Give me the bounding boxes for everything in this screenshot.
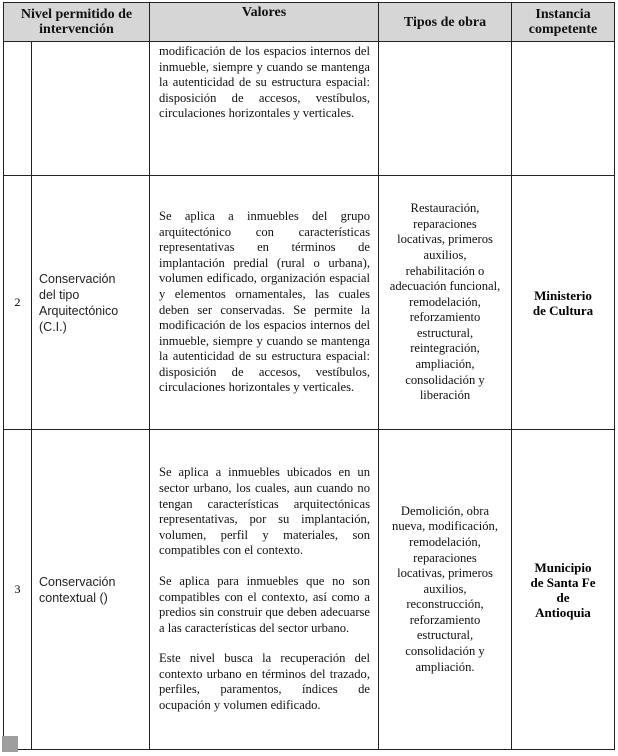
header-instancia: Instancia competente <box>512 3 615 42</box>
paragraph: Se aplica a inmuebles del grupo arquitectónico con características representativas en términos de implantación predial (rural o urbana), volumen edificado, organización espacial y elementos ornamentales, las cuales deben ser conservadas. Se permite la modificación de los espacios internos del inmueble, siempre y cuando se mantenga la autenticidad de su estructura espacial: disposición de accesos, vestíbulos, circulaciones horizontales y verticales. <box>159 208 370 395</box>
table-row <box>4 430 615 750</box>
text-line: Conservación <box>39 271 116 286</box>
row-number: 3 <box>4 430 32 750</box>
intervention-table <box>3 2 615 750</box>
header-valores: Valores <box>150 3 379 42</box>
text-line: Municipio <box>534 559 592 575</box>
text-line: nueva, modificación, <box>392 519 498 534</box>
nivel-cell <box>32 430 150 750</box>
tipos-cell <box>379 42 512 176</box>
header-nivel: Nivel permitido de intervención <box>4 3 150 42</box>
valores-cell <box>150 176 379 430</box>
text-line: reintegración, <box>410 341 480 356</box>
document-page <box>3 2 614 750</box>
table-row <box>4 176 615 430</box>
text-line: (C.I.) <box>39 319 67 334</box>
header-tipos: Tipos de obra <box>379 3 512 42</box>
text-line: reforzamiento <box>409 612 481 627</box>
text-line: ampliación. <box>415 659 475 674</box>
text-line: del tipo <box>39 287 80 302</box>
text-line: contextual () <box>39 590 108 605</box>
instancia-cell <box>512 430 615 750</box>
paragraph: Este nivel busca la recuperación del contexto urbano en términos del trazado, perfiles, paramentos, índices de ocupación y volumen edificado. <box>159 651 370 713</box>
paragraph: Se aplica a inmuebles ubicados en un sector urbano, los cuales, aun cuando no tengan características arquitectónicas representativas, por su implantación, volumen, perfil y materiales, son compatibles con el contexto. <box>159 465 370 558</box>
text-line: remodelación, <box>409 534 481 549</box>
text-line: de <box>556 589 570 605</box>
text-line: remodelación, <box>409 294 481 309</box>
text-line: auxilios, <box>423 581 467 596</box>
text-line: reparaciones <box>413 550 477 565</box>
text-line: adecuación funcional, <box>389 279 501 294</box>
text-line: Arquitectónico <box>39 303 119 318</box>
text-line: reparaciones <box>413 216 477 231</box>
text-line: Conservación <box>39 574 116 589</box>
text-line: auxilios, <box>423 247 467 262</box>
text-line: estructural, <box>416 628 474 643</box>
row-number: 2 <box>4 176 32 430</box>
instancia-cell <box>512 42 615 176</box>
nivel-cell <box>32 42 150 176</box>
text-line: ampliación, <box>415 357 475 372</box>
text-line: estructural, <box>416 325 474 340</box>
valores-cell <box>150 42 379 176</box>
text-line: reconstrucción, <box>406 597 484 612</box>
row-number <box>4 42 32 176</box>
instancia-cell <box>512 176 615 430</box>
tipos-cell <box>379 430 512 750</box>
paragraph: Se aplica para inmuebles que no son compatibles con el contexto, así como a predios sin construir que deben adecuarse a las características del sector urbano. <box>159 573 370 635</box>
text-line: rehabilitación o <box>405 263 485 278</box>
text-line: Antioquia <box>535 604 591 620</box>
table-row <box>4 42 615 176</box>
text-line: Restauración, <box>410 201 480 216</box>
scan-artifact-square <box>2 736 18 752</box>
text-line: de Santa Fe <box>530 574 596 590</box>
text-line: locativas, primeros <box>397 566 493 581</box>
text-line: consolidación y <box>405 644 485 659</box>
text-line: reforzamiento <box>409 310 481 325</box>
header-row <box>4 3 615 42</box>
nivel-cell <box>32 176 150 430</box>
tipos-cell <box>379 176 512 430</box>
paragraph: modificación de los espacios internos del inmueble, siempre y cuando se mantenga la autenticidad de su estructura espacial: disposición de accesos, vestíbulos, circulaciones horizontales y verticales. <box>159 44 370 121</box>
valores-cell <box>150 430 379 750</box>
text-line: de Cultura <box>532 302 594 318</box>
text-line: Ministerio <box>534 287 592 303</box>
text-line: locativas, primeros <box>397 232 493 247</box>
text-line: Demolición, obra <box>400 503 490 518</box>
text-line: liberación <box>419 388 471 403</box>
text-line: consolidación y <box>405 372 485 387</box>
